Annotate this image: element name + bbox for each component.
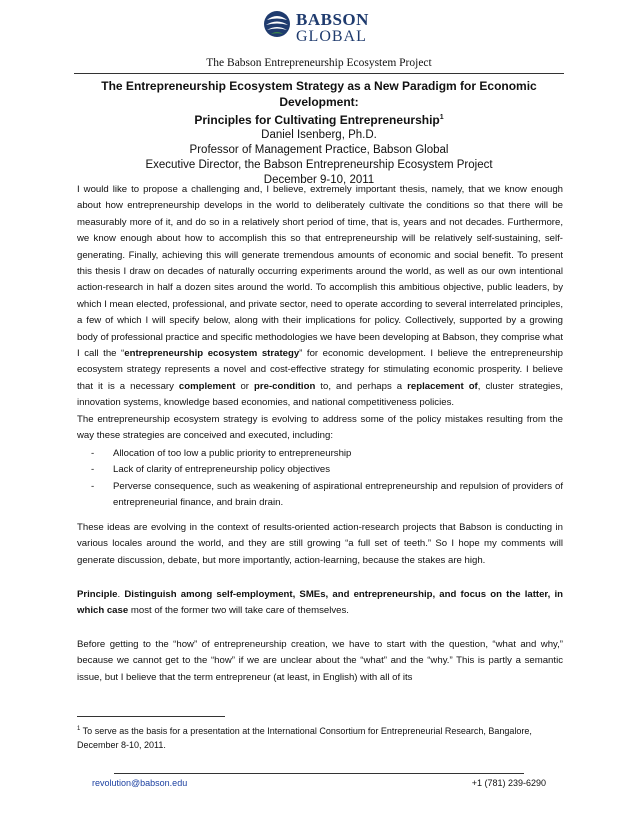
list-bullet: -: [91, 464, 95, 476]
babson-global-logo: [262, 8, 398, 48]
footer-phone: +1 (781) 239-6290: [471, 778, 546, 788]
footnote-reference: 1: [439, 114, 444, 121]
footer-divider: [114, 773, 524, 774]
principle-statement: Distinguish among self-employment, SMEs, and entrepreneurship, and focus on the latter, in which case: [77, 589, 563, 617]
list-bullet: -: [91, 480, 95, 492]
footer-email-link[interactable]: revolution@babson.edu: [92, 778, 188, 788]
text-run: or: [235, 380, 255, 392]
project-title: The Babson Entrepreneurship Ecosystem Project: [206, 57, 432, 69]
header-divider: [74, 73, 564, 74]
logo-text-babson: BABSON: [296, 10, 369, 29]
document-title-line-2: [60, 110, 578, 128]
list-item: [91, 479, 563, 512]
emphasis-term: pre-condition: [254, 380, 316, 392]
paragraph-thesis: [77, 182, 563, 412]
list-item-text: Perverse consequence, such as weakening of aspirational entrepreneurship and repulsion of providers of entrepreneurial finance, and brain drain.: [113, 480, 563, 509]
title-block: [60, 78, 578, 188]
emphasis-term: entrepreneurship ecosystem strategy: [124, 348, 300, 360]
text-run: , cluster strategies, innovation systems, knowledge based economies, and national competitiveness policies.: [77, 380, 563, 409]
list-bullet: -: [91, 448, 95, 459]
text-run: most of the former two will take care of themselves.: [128, 605, 349, 617]
list-item: [91, 462, 563, 478]
author-role-2: Executive Director, the Babson Entrepreneurship Ecosystem Project: [145, 159, 493, 171]
logo-text-global: GLOBAL: [296, 28, 367, 45]
list-item: [91, 446, 563, 462]
text-run: to, and perhaps a: [315, 380, 408, 392]
paragraph-what-and-why: Before getting to the “how” of entrepreneurship creation, we have to start with the question, “what and why,” because we cannot get to the “how” if we are unclear about the “what” and the “why.” This is partly a semantic issue, but I believe that the term entrepreneur (at least, in English) with all of its: [77, 639, 563, 683]
footnote: [77, 722, 563, 752]
babson-globe-icon: [262, 8, 292, 44]
document-title-text: Principles for Cultivating Entrepreneurship: [194, 113, 440, 127]
emphasis-term: replacement of: [407, 380, 478, 392]
text-run: .: [117, 589, 125, 600]
policy-mistakes-list: [91, 446, 563, 512]
list-item-text: Lack of clarity of entrepreneurship policy objectives: [113, 464, 331, 476]
text-run: I would like to propose a challenging and, I believe, extremely important thesis, namely, that we know enough about how entrepreneurship develops in the world to deliberately cultivate the conditions so that there will be measurably more of it, and do so in a relatively short period of time, that is, years and not decades. Furthermore, we know enough about how to accomplish this so that entrepreneurship will be relatively self-sustaining, self-generating. Finally, achieving this will generate tremendous amounts of economic and social benefit. To present this thesis I draw on decades of naturally occurring experiments around the world, as well as our own intentional action-research in half a dozen sites around the world. To accomplish this ambitious objective, public leaders, by which I mean elected, professional, and private sector, need to operate according to several interrelated principles, a few of which I will specify below, along with their implications for policy. Collectively, supported by a growing body of professional practice and specific methodologies we have been developing at Babson, they comprise what I call the “: [77, 184, 563, 360]
principle-label: Principle: [77, 589, 118, 600]
footnote-divider: [77, 716, 225, 717]
author-name: Daniel Isenberg, Ph.D.: [261, 129, 377, 141]
paragraph-policy-mistakes: The entrepreneurship ecosystem strategy is evolving to address some of the policy mistakes resulting from the way these strategies are conceived and executed, including:: [77, 414, 563, 442]
author-role-1: Professor of Management Practice, Babson Global: [189, 144, 449, 156]
document-date: December 9-10, 2011: [263, 174, 375, 186]
paragraph-action-research: These ideas are evolving in the context of results-oriented action-research projects that Babson is conducting in various locales around the world, and they are still growing “a full set of teeth.” So I hope my comments will generate discussion, debate, but more importantly, action-learning, because the stakes are high.: [77, 522, 563, 566]
list-item-text: Allocation of too low a public priority to entrepreneurship: [113, 448, 352, 459]
text-run: ” for economic development. I believe the entrepreneurship ecosystem strategy represents a novel and cost-effective strategy for stimulating economic prosperity. I believe that it is a necessary: [77, 348, 563, 392]
paragraph-principle: [77, 587, 563, 620]
document-title-line-1: The Entrepreneurship Ecosystem Strategy as a New Paradigm for Economic Development:: [101, 79, 537, 109]
footnote-mark: 1: [77, 726, 81, 732]
footnote-text: To serve as the basis for a presentation at the International Consortium for Entrepreneurial Research, Bangalore, December 8-10, 2011.: [77, 726, 532, 750]
emphasis-term: complement: [178, 380, 236, 392]
